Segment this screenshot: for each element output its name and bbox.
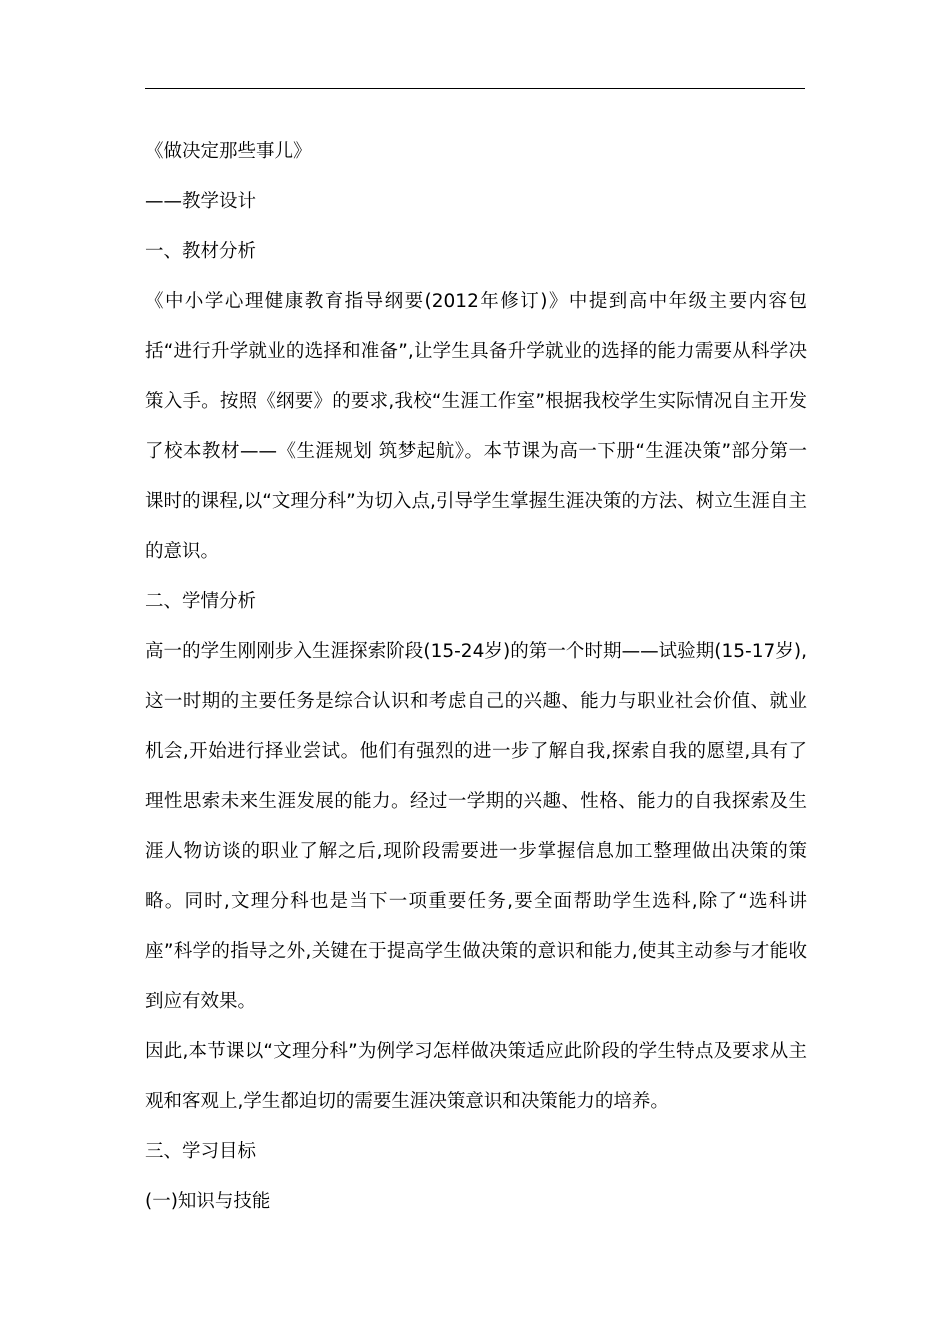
document-body: [145, 127, 807, 1227]
textbook-analysis-paragraph: 《中小学心理健康教育指导纲要(2012年修订)》中提到高中年级主要内容包括“进行升学就业的选择和准备”,让学生具备升学就业的选择的能力需要从科学决策入手。按照《纲要》的要求,我校“生涯工作室”根据我校学生实际情况自主开发了校本教材——《生涯规划 筑梦起航》。本节课为高一下册“生涯决策”部分第一课时的课程,以“文理分科”为切入点,引导学生掌握生涯决策的方法、树立生涯自主的意识。: [145, 291, 807, 562]
section-heading-student-analysis: 二、学情分析: [145, 591, 257, 612]
document-subtitle: ——教学设计: [145, 191, 257, 212]
subheading-knowledge-skills: (一)知识与技能: [145, 1191, 271, 1212]
section-heading-textbook-analysis: 一、教材分析: [145, 241, 257, 262]
section-heading-learning-objectives: 三、学习目标: [145, 1141, 257, 1162]
student-analysis-paragraph: 高一的学生刚刚步入生涯探索阶段(15-24岁)的第一个时期——试验期(15-17岁),这一时期的主要任务是综合认识和考虑自己的兴趣、能力与职业社会价值、就业机会,开始进行择业尝试。他们有强烈的进一步了解自我,探索自我的愿望,具有了理性思索未来生涯发展的能力。经过一学期的兴趣、性格、能力的自我探索及生涯人物访谈的职业了解之后,现阶段需要进一步掌握信息加工整理做出决策的策略。同时,文理分科也是当下一项重要任务,要全面帮助学生选科,除了“选科讲座”科学的指导之外,关键在于提高学生做决策的意识和能力,使其主动参与才能收到应有效果。: [145, 641, 807, 1012]
header-rule: [145, 88, 805, 89]
student-analysis-conclusion-paragraph: 因此,本节课以“文理分科”为例学习怎样做决策适应此阶段的学生特点及要求从主观和客观上,学生都迫切的需要生涯决策意识和决策能力的培养。: [145, 1041, 807, 1112]
document-title: 《做决定那些事儿》: [145, 141, 312, 162]
